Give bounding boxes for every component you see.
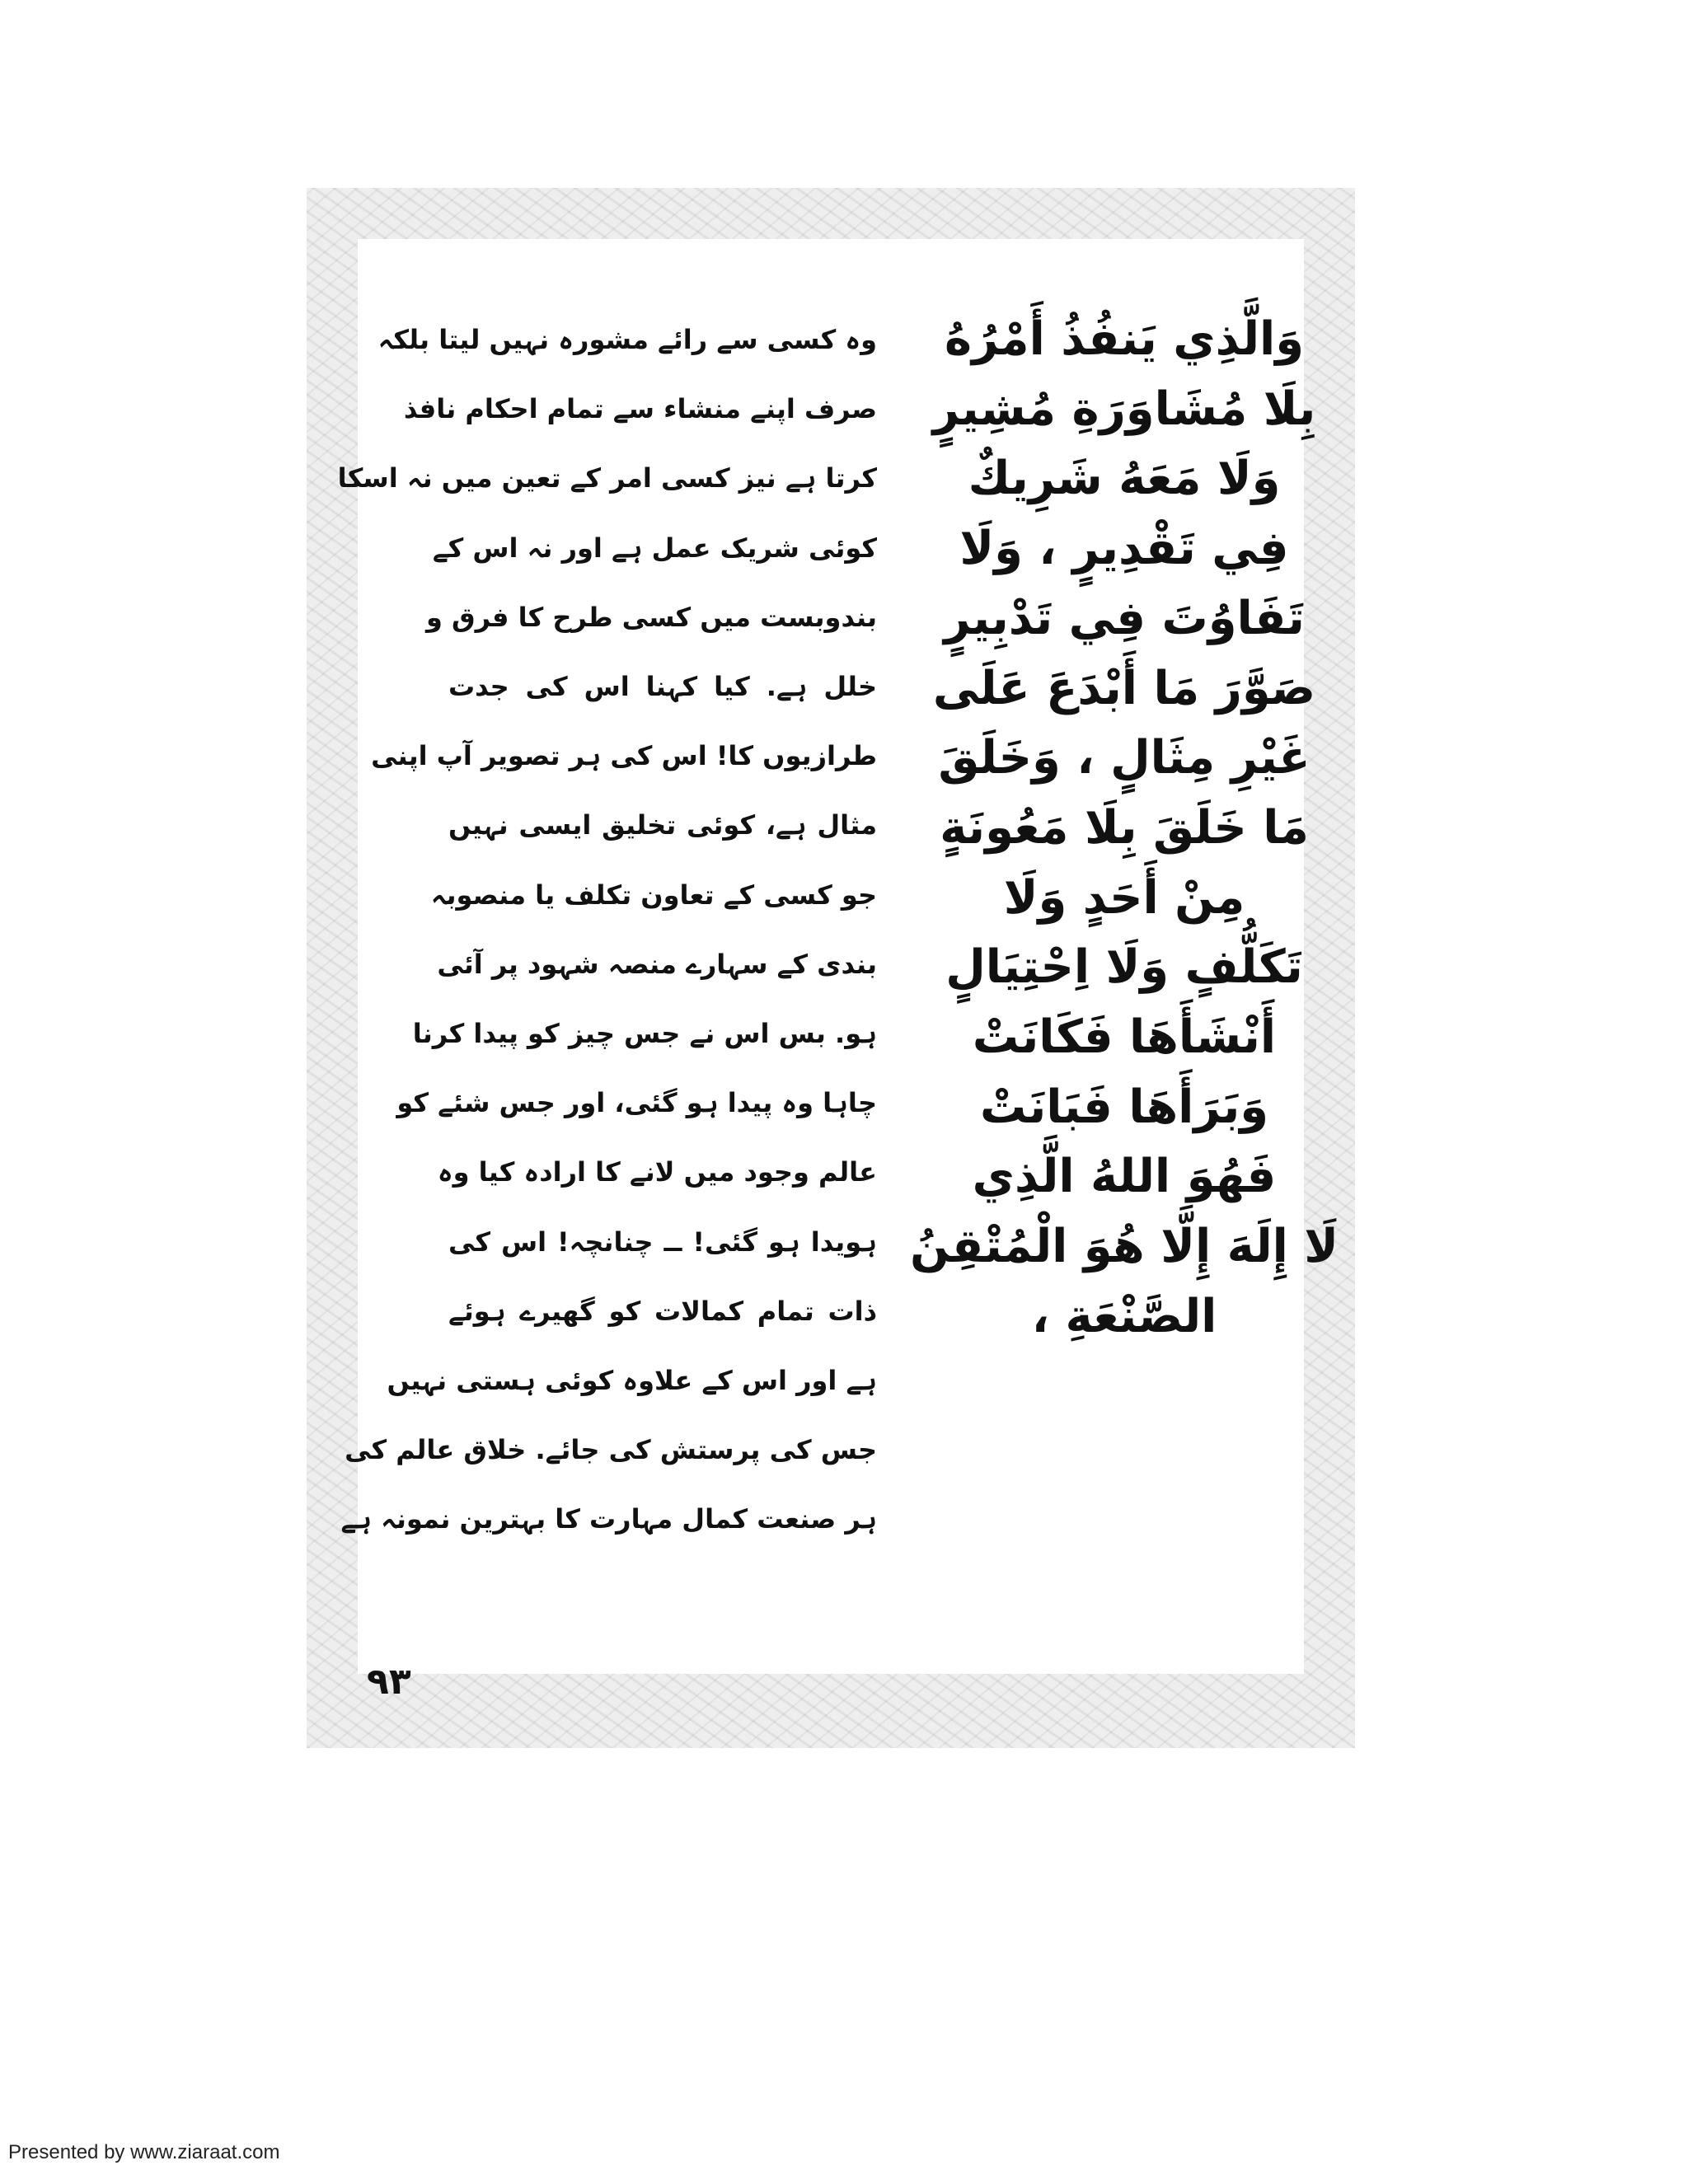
urdu-line: بندی کے سہارے منصہ شہود پر آئی [437, 948, 877, 980]
arabic-line: مَا خَلَقَ بِلَا مَعُونَةٍ [940, 800, 1309, 855]
urdu-line: مثال ہے، کوئی تخلیق ایسی نہیں [448, 809, 877, 841]
arabic-line: تَكَلُّفٍ وَلَا اِحْتِيَالٍ [945, 940, 1303, 995]
arabic-line: صَوَّرَ مَا أَبْدَعَ عَلَى [932, 661, 1316, 715]
arabic-line: وَلَا مَعَهُ شَرِيكٌ [968, 452, 1281, 506]
urdu-translation-column [337, 305, 877, 1554]
arabic-line: فَهُوَ اللهُ الَّذِي [972, 1150, 1277, 1204]
arabic-line: وَالَّذِي يَنفُذُ أَمْرُهُ [945, 312, 1304, 366]
arabic-line: مِنْ أَحَدٍ وَلَا [1003, 870, 1245, 925]
urdu-line: جس کی پرستش کی جائے. خلاق عالم کی [345, 1434, 877, 1466]
decorative-border [307, 188, 1355, 1748]
arabic-line: أَنْشَأَهَا فَكَانَتْ [972, 1010, 1277, 1065]
arabic-line: الصَّنْعَةِ ، [1031, 1289, 1217, 1343]
page-content [337, 239, 1339, 1674]
urdu-line: چاہا وہ پیدا ہو گئی، اور جس شئے کو [396, 1087, 877, 1119]
arabic-line: وَبَرَأَهَا فَبَانَتْ [979, 1080, 1269, 1134]
arabic-line: بِلَا مُشَاوَرَةِ مُشِيرٍ [932, 382, 1316, 436]
urdu-line: وہ کسی سے رائے مشورہ نہیں لیتا بلکہ [377, 324, 877, 355]
urdu-line: صرف اپنے منشاء سے تمام احکام نافذ [403, 393, 877, 425]
urdu-line: بندوبست میں کسی طرح کا فرق و [425, 601, 877, 633]
urdu-line: خلل ہے. کیا کہنا اس کی جدت [448, 671, 877, 703]
urdu-line: طرازیوں کا! اس کی ہر تصویر آپ اپنی [371, 740, 877, 772]
urdu-line: کوئی شریک عمل ہے اور نہ اس کے [432, 532, 877, 564]
arabic-line: غَيْرِ مِثَالٍ ، وَخَلَقَ [938, 731, 1311, 785]
urdu-line: ہے اور اس کے علاوہ کوئی ہستی نہیں [387, 1365, 877, 1397]
urdu-line: ذات تمام کمالات کو گھیرے ہوئے [448, 1295, 877, 1327]
urdu-line: عالم وجود میں لانے کا ارادہ کیا وہ [437, 1156, 877, 1188]
urdu-line: ہو. بس اس نے جس چیز کو پیدا کرنا [412, 1018, 877, 1050]
arabic-text-column [902, 305, 1347, 1352]
arabic-line: لَا إِلَهَ إِلَّا هُوَ الْمُتْقِنُ [909, 1220, 1339, 1274]
footer-credit: Presented by www.ziaraat.com [8, 2141, 280, 2163]
arabic-line: تَفَاوُتَ فِي تَدْبِيرٍ [944, 591, 1305, 645]
urdu-line: ہر صنعت کمال مہارت کا بہترین نمونہ ہے [340, 1503, 877, 1535]
urdu-line: جو کسی کے تعاون تکلف یا منصوبہ [430, 879, 877, 911]
page-number: ۹۳ [367, 1661, 411, 1703]
urdu-line: ہویدا ہو گئی! ــ چنانچہ! اس کی [448, 1226, 877, 1258]
urdu-line: کرتا ہے نیز کسی امر کے تعین میں نہ اسکا [337, 462, 877, 494]
arabic-line: فِي تَقْدِيرٍ ، وَلَا [959, 522, 1289, 576]
